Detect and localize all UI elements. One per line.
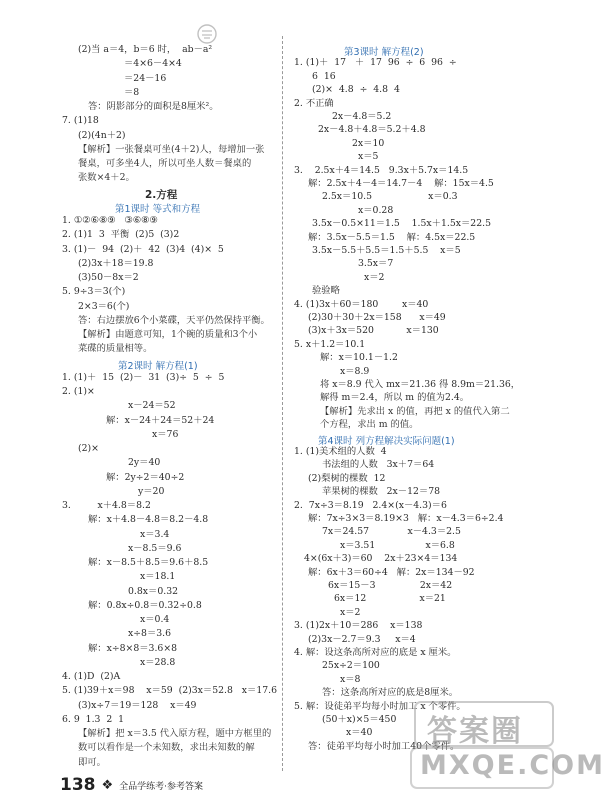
answer-line: y＝20: [138, 485, 165, 497]
answer-line: 4. (1)3x＋60＝180 x＝40: [294, 298, 429, 310]
watermark-url: MXQE.COM: [420, 750, 605, 781]
answer-line: 3.5x－5.5＋5.5＝1.5＋5.5 x＝5: [312, 245, 461, 256]
answer-line: (2)3x＋18＝19.8: [78, 257, 154, 269]
analysis-line: 【解析】一张餐桌可坐(4＋2)人，每增加一张: [78, 143, 265, 155]
answer-line: 2x＝10: [352, 137, 385, 149]
analysis-line: 菜碟的质量相等。: [78, 343, 153, 355]
answer-line: 1. ①②⑥⑧⑨ ③⑥⑧⑨: [62, 215, 158, 226]
answer-line: 解：x＝10.1－1.2: [320, 352, 398, 364]
lesson-heading: 第1课时 等式和方程: [115, 203, 201, 215]
answer-line: ＝4×6－4×4: [124, 58, 182, 70]
watermark-text: 答案圈: [427, 714, 523, 749]
answer-line: (2)3x－2.7＝9.3 x＝4: [308, 633, 416, 645]
answer-line: (3)x＋3x＝520 x＝130: [308, 325, 439, 337]
answer-line: 1. (1)＋ 15 (2)－ 31 (3)÷ 5 ÷ 5: [62, 371, 225, 383]
answer-line: (2)(4n＋2): [78, 129, 126, 141]
answer-line: 解：7x÷3×3＝8.19×3 解：x－4.3＝6÷2.4: [308, 513, 504, 524]
answer-line: 5. 解：设徒弟平均每小时加工 x 个零件。: [294, 700, 466, 712]
answer-line: 解得 m＝2.4，所以 m 的值为2.4。: [320, 392, 470, 404]
answer-line: 答：阴影部分的面积是8厘米²。: [88, 101, 219, 112]
answer-line: 解：2y÷2＝40÷2: [106, 471, 185, 483]
answer-line: 25x÷2＝100: [322, 660, 380, 672]
answer-line: 5. (1)39＋x＝98 x＝59 (2)3x＝52.8 x＝17.6: [62, 685, 278, 697]
answer-line: 解：6x＋3＝60÷4 解：2x＝134－92: [308, 566, 475, 578]
answer-line: 2y＝40: [128, 457, 161, 469]
footer-book-title: 全品学练考·参考答案: [119, 781, 204, 792]
answer-line: 5. x＋1.2＝10.1: [294, 338, 366, 350]
answer-line: 解：x÷8×8＝3.6×8: [88, 642, 178, 654]
answer-line: 6x＝12 x＝21: [334, 593, 446, 605]
analysis-line: 【解析】先求出 x 的值，再把 x 的值代入第二: [320, 405, 510, 417]
answer-line: 验验略: [312, 285, 340, 297]
footer-star-icon: ❖: [101, 777, 114, 793]
answer-line: 1. (1)美术组的人数 4: [294, 446, 387, 457]
answer-line: 3.5x＝7: [358, 258, 394, 270]
answer-line: (3)50－8x＝2: [78, 272, 139, 283]
answer-line: x＝5: [358, 151, 379, 163]
answer-line: 答：右边摆放6个小菜碟，天平仍然保持平衡。: [78, 314, 270, 326]
column-divider: [282, 36, 283, 771]
answer-line: 答：徒弟平均每小时加工40个零件。: [308, 740, 460, 752]
answer-line: x＝28.8: [140, 656, 176, 668]
lesson-heading: 第3课时 解方程(2): [344, 47, 424, 58]
answer-line: 2.5x＝10.5 x＝0.3: [322, 191, 458, 203]
answer-line: 将 x＝8.9 代入 mx＝21.36 得 8.9m＝21.36，: [320, 379, 521, 390]
lesson-heading: 第2课时 解方程(1): [118, 360, 198, 372]
answer-line: ＝24－16: [124, 72, 167, 84]
answer-line: 5. 9÷3＝3(个): [62, 286, 126, 298]
analysis-line: 个方程，求出 m 的值。: [320, 419, 419, 431]
answer-line: x＝2: [364, 271, 385, 283]
answer-line: x＝3.51 x＝6.8: [340, 539, 455, 551]
answer-line: 答：这条高所对应的底是8厘米。: [322, 687, 459, 699]
analysis-line: 餐桌，可多坐4人，所以可坐人数＝餐桌的: [78, 158, 252, 169]
answer-line: (2)30＋30＋2x＝158 x＝49: [308, 312, 446, 323]
answer-line: 1. (1)＋ 17 ＋ 17 96 ÷ 6 96 ÷: [294, 57, 457, 69]
section-heading: 2.方程: [145, 188, 178, 201]
page-number: 138: [60, 775, 96, 795]
answer-line: 3.5x－0.5×11＝1.5 1.5x＋1.5x＝22.5: [312, 218, 491, 230]
answer-line: 2. (1)1 3 平衡 (2)5 (3)2: [62, 229, 180, 241]
answer-line: x÷8＝3.6: [128, 628, 172, 640]
lesson-heading: 第4课时 列方程解决实际问题(1): [318, 435, 455, 447]
answer-line: 2. 不正确: [294, 97, 334, 109]
answer-line: ＝8: [124, 86, 140, 98]
analysis-line: 【解析】把 x＝3.5 代入原方程，题中方框里的: [78, 728, 272, 739]
answer-line: (2)当 a＝4，b＝6 时， ab－a²: [78, 44, 213, 55]
answer-line: (50＋x)×5＝450: [322, 714, 397, 725]
answer-line: 解：x－8.5＋8.5＝9.6＋8.5: [88, 557, 209, 568]
answer-line: 6x＝15－3 2x＝42: [328, 580, 453, 591]
answer-line: 解：x－24＋24＝52＋24: [106, 414, 215, 426]
analysis-line: 【解析】由题意可知，1个碗的质量和3个小: [78, 329, 258, 340]
answer-line: 4. (1)D (2)A: [62, 671, 121, 682]
answer-line: (2)×: [78, 443, 99, 454]
answer-line: 2x－4.8＋4.8＝5.2＋4.8: [318, 124, 426, 136]
answer-line: x＝40: [346, 727, 373, 739]
answer-line: 2x－4.8＝5.2: [332, 111, 392, 122]
answer-line: 0.8x＝0.32: [128, 585, 179, 597]
answer-line: 解：3.5x－5.5＝1.5 解：4.5x＝22.5: [308, 231, 476, 243]
page-footer: [60, 774, 203, 796]
answer-line: x＝76: [152, 428, 179, 440]
answer-line: 3. 2.5x＋4＝14.5 9.3x＋5.7x＝14.5: [294, 164, 469, 176]
analysis-line: 张数×4＋2。: [78, 172, 135, 184]
answer-line: x＝0.4: [140, 614, 170, 625]
answer-line: 2×3＝6(个): [78, 300, 130, 312]
answer-line: 3. (1)－ 94 (2)＋ 42 (3)4 (4)× 5: [62, 243, 224, 255]
answer-line: x＝2: [340, 606, 361, 618]
answer-line: 3. (1)2x＋10＝286 x＝138: [294, 620, 423, 632]
answer-line: x－24＝52: [128, 400, 176, 412]
answer-line: x＝0.28: [358, 204, 394, 216]
answer-line: x－8.5＝9.6: [128, 542, 182, 554]
watermark-logo: [375, 700, 605, 795]
answer-line: 3. x＋4.8＝8.2: [62, 500, 151, 511]
answer-line: 2. (1)×: [62, 386, 95, 397]
analysis-line: 即可。: [78, 756, 106, 768]
answer-line: (2)梨树的棵数 12: [308, 472, 386, 484]
answer-line: (2)× 4.8 ÷ 4.8 4: [312, 84, 400, 96]
answer-line: x＝3.4: [140, 528, 170, 540]
answer-line: 解：2.5x＋4－4＝14.7－4 解：15x＝4.5: [308, 178, 494, 189]
answer-line: x＝18.1: [140, 571, 176, 583]
answer-line: 4×(6x＋3)＝60 2x＋23×4＝134: [304, 553, 458, 565]
answer-line: x＝8.9: [340, 365, 370, 377]
answer-line: x＝8: [340, 673, 361, 685]
answer-line: 解：0.8x÷0.8＝0.32÷0.8: [88, 599, 202, 611]
answer-line: 6 16: [312, 70, 336, 82]
answer-line: 苹果树的棵数 2x－12＝78: [322, 486, 441, 498]
answer-line: 书法组的人数 3x＋7＝64: [322, 459, 435, 471]
answer-line: 4. 解：设这条高所对应的底是 x 厘米。: [294, 647, 457, 658]
analysis-line: 数可以看作是一个未知数，求出未知数的解: [78, 742, 255, 754]
stamp-icon: [195, 22, 219, 46]
answer-line: 7. (1)18: [62, 115, 99, 127]
answer-line: 7x＝24.57 x－4.3＝2.5: [322, 526, 461, 538]
answer-line: (3)x÷7＝19＝128 x＝49: [78, 699, 197, 711]
answer-line: 2. 7x÷3＝8.19 2.4×(x－4.3)＝6: [294, 499, 447, 511]
answer-line: 解：x＋4.8－4.8＝8.2－4.8: [88, 514, 209, 526]
answer-line: 6. 9 1.3 2 1: [62, 713, 125, 725]
